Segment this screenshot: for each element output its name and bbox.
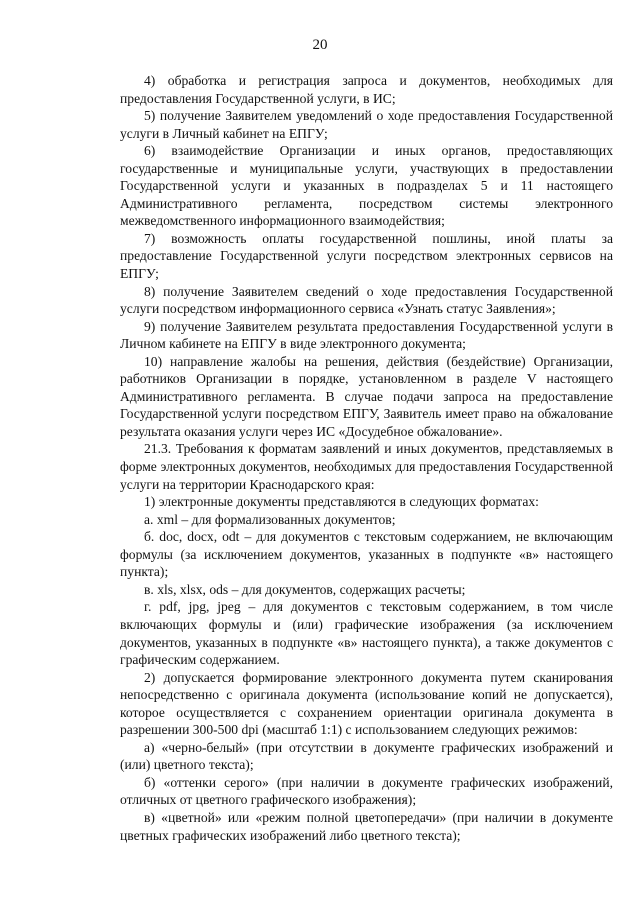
format-item-v: в. xls, xlsx, ods – для документов, содержащих расчеты; <box>144 581 466 597</box>
paragraph-item-9: 9) получение Заявителем результата предоставления Государственной услуги в Личном кабинете на ЕПГУ в виде электронного документа; <box>120 318 613 352</box>
paragraph-item-4: 4) обработка и регистрация запроса и документов, необходимых для предоставления Государственной услуги, в ИС; <box>120 73 613 106</box>
paragraph-item-6: 6) взаимодействие Организации и иных органов, предоставляющих государственные и муниципальные услуги, участвующих в предоставлении Государственной услуги и указанных в подразделах 5 и 11 настоящего Административного регламента, посредством системы электронного межведомственного информационного взаимодействия; <box>120 143 613 229</box>
scan-mode-a: а) «черно-белый» (при отсутствии в документе графических изображений и (или) цветного текста); <box>120 739 613 773</box>
formats-intro: 1) электронные документы представляются в следующих форматах: <box>144 494 539 510</box>
format-item-b: б. doc, docx, odt – для документов с текстовым содержанием, не включающим формулы (за исключением документов, указанных в подпункте «в» настоящего пункта); <box>120 529 613 580</box>
scan-mode-v: в) «цветной» или «режим полной цветопередачи» (при наличии в документе цветных графических изображений либо цветного текста); <box>120 809 613 843</box>
document-body <box>120 72 613 844</box>
scan-mode-b: б) «оттенки серого» (при наличии в документе графических изображений, отличных от цветного графического изображения); <box>120 774 613 808</box>
format-item-g: г. pdf, jpg, jpeg – для документов с текстовым содержанием, в том числе включающих формулы и (или) графические изображения (за исключением документов, указанных в подпункте «в» настоящего пункта), а также документов с графическим содержанием. <box>120 599 613 668</box>
paragraph-item-7: 7) возможность оплаты государственной пошлины, иной платы за предоставление Государственной услуги посредством электронных сервисов на ЕПГУ; <box>120 230 613 282</box>
format-item-a: а. xml – для формализованных документов; <box>144 511 396 527</box>
section-21-3-heading: 21.3. Требования к форматам заявлений и иных документов, представляемых в форме электронных документов, необходимых для предоставления Государственной услуги на территории Краснодарского края: <box>120 441 613 492</box>
page-number: 20 <box>312 37 328 53</box>
paragraph-item-8: 8) получение Заявителем сведений о ходе предоставления Государственной услуги посредством информационного сервиса «Узнать статус Заявления»; <box>120 283 613 317</box>
scanning-paragraph: 2) допускается формирование электронного документа путем сканирования непосредственно с оригинала документа (использование копий не допускается), которое осуществляется с сохранением ориентации оригинала документа в разрешении 300-500 dpi (масштаб 1:1) с использованием следующих режимов: <box>120 669 613 738</box>
paragraph-item-5: 5) получение Заявителем уведомлений о ходе предоставления Государственной услуги в Личный кабинет на ЕПГУ; <box>120 108 613 141</box>
paragraph-item-10: 10) направление жалобы на решения, действия (бездействие) Организации, работников Организации в порядке, установленном в разделе V настоящего Административного регламента. В случае подачи запроса на предоставление Государственной услуги посредством ЕПГУ, Заявитель имеет право на обжалование результата оказания услуги через ИС «Досудебное обжалование». <box>120 353 613 439</box>
